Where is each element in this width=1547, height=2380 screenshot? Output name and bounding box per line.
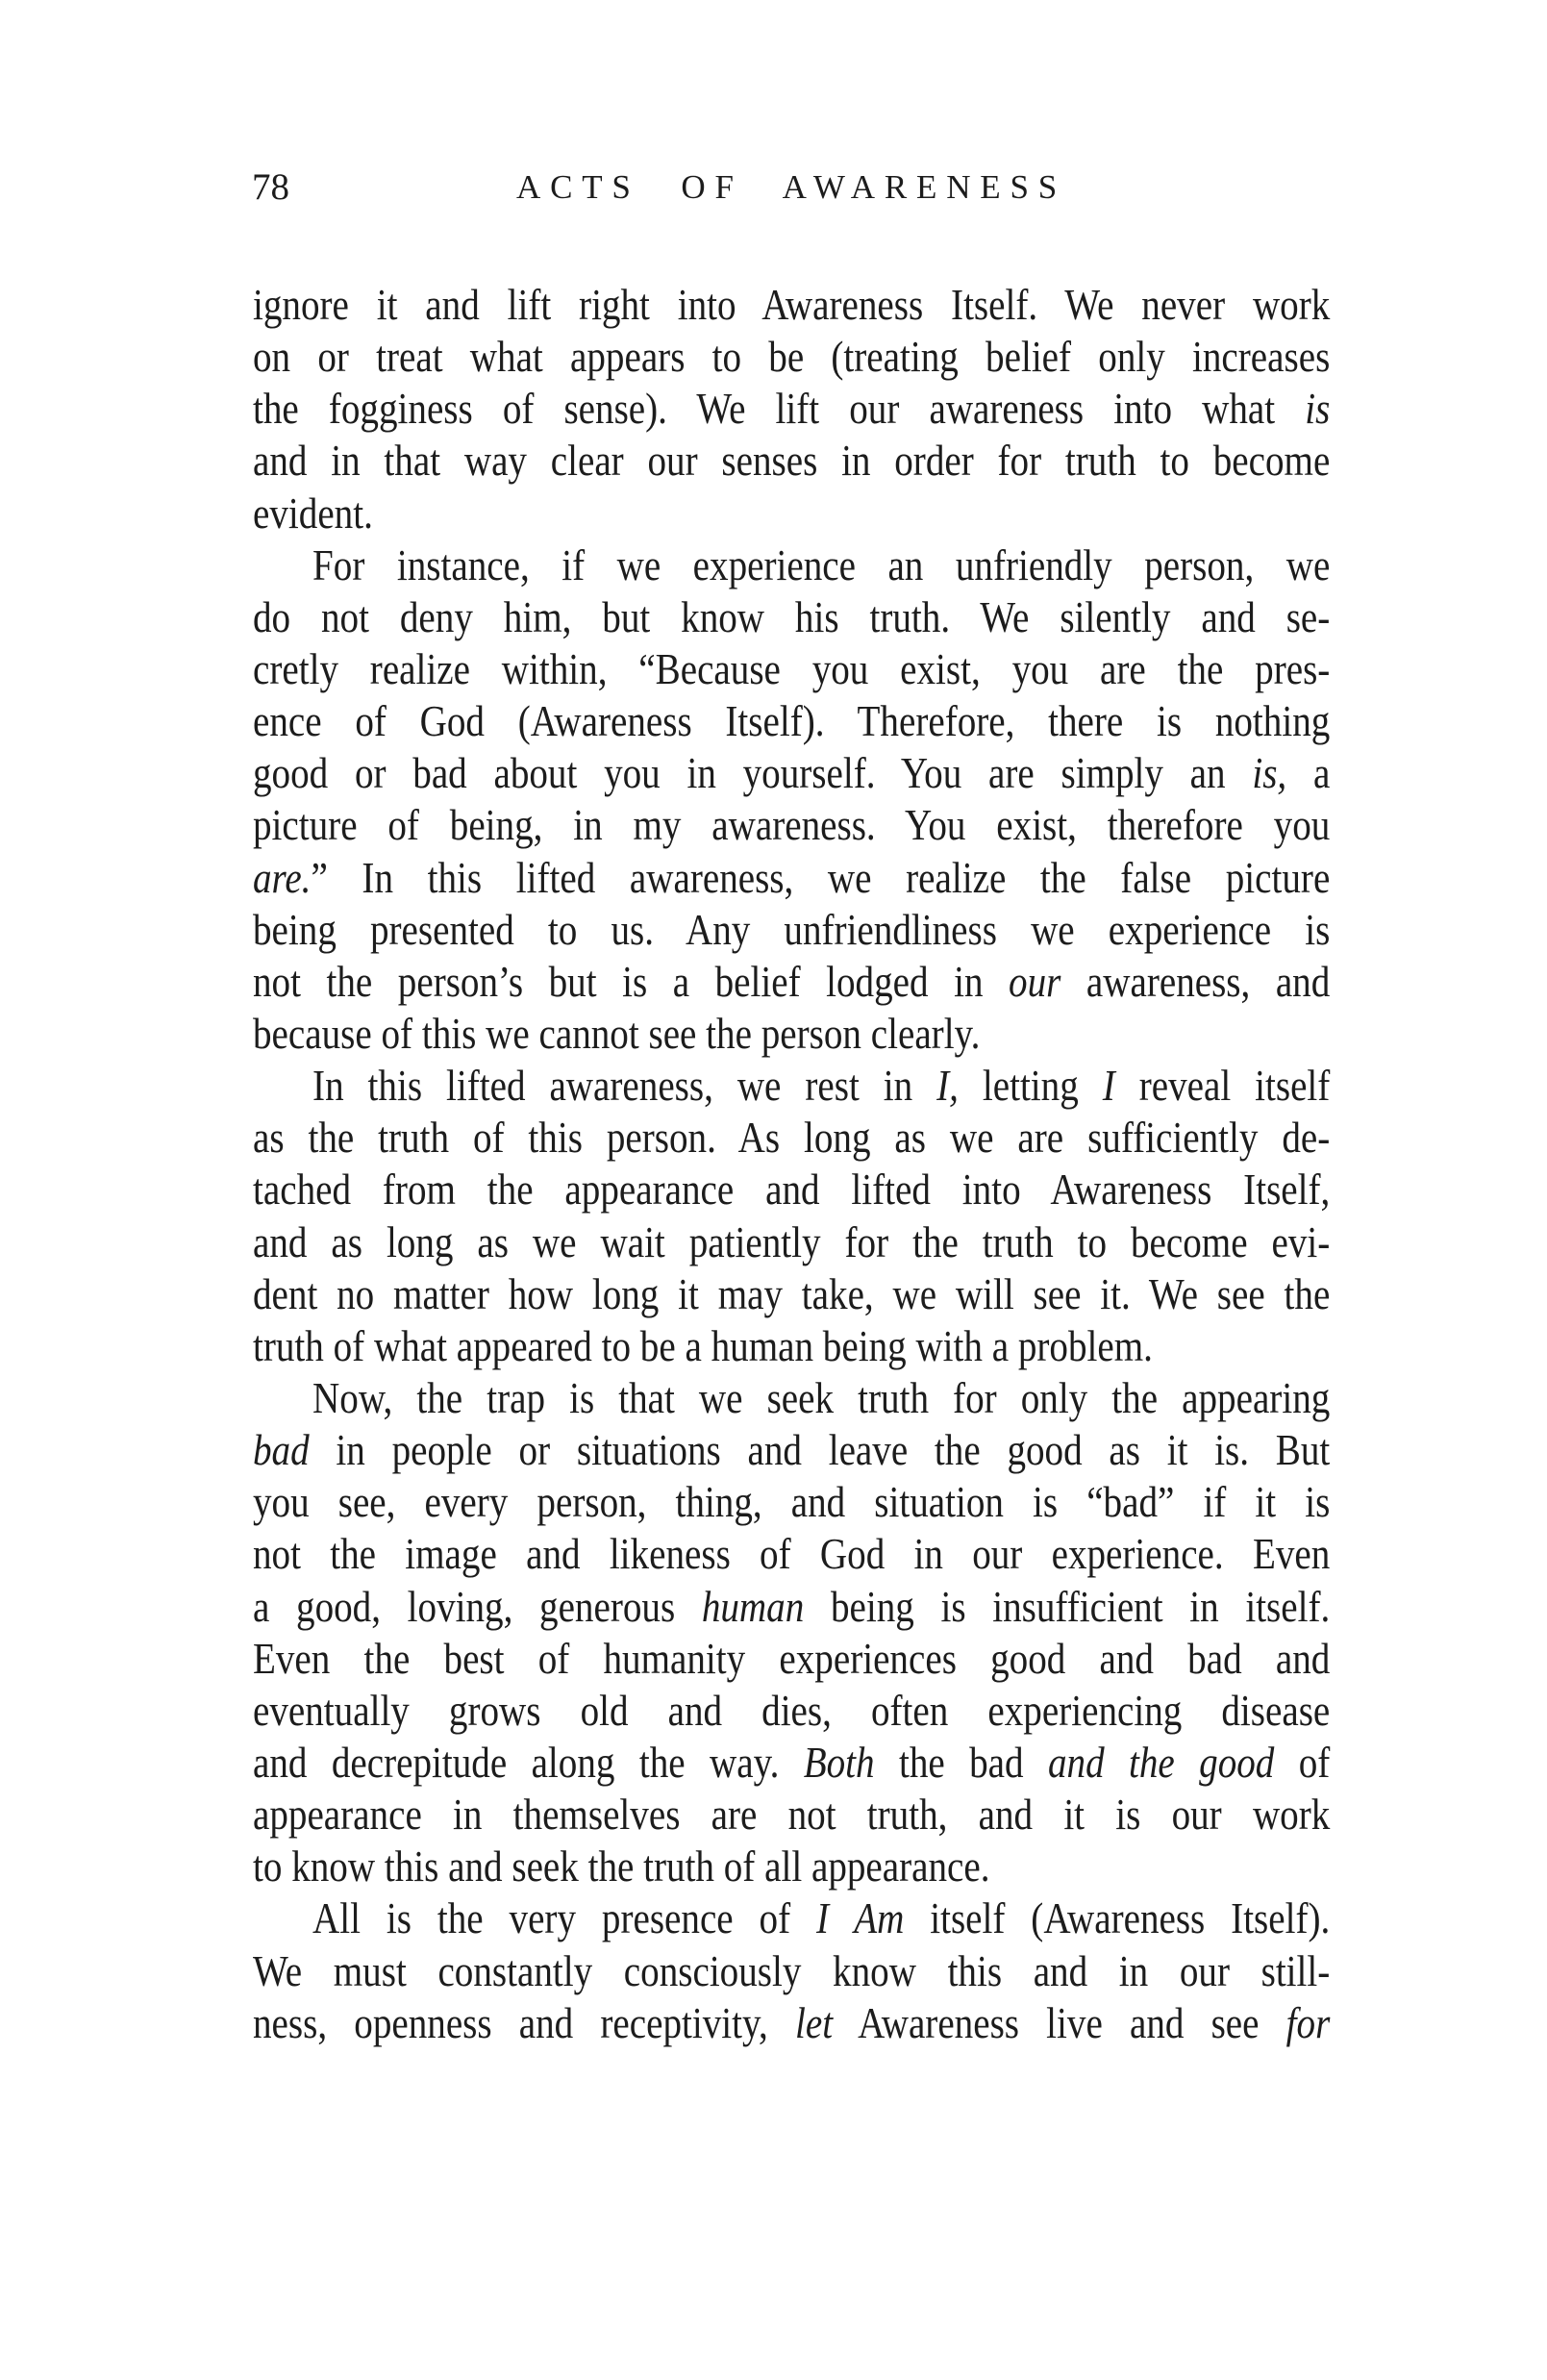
text-run: reveal itself — [1114, 1061, 1331, 1111]
text-run: Now, the trap is that we seek truth for only the appearing — [312, 1372, 1331, 1422]
italic-run: I Am — [816, 1893, 905, 1943]
text-run: truth of what appeared to be a human being with a problem. — [253, 1320, 1153, 1370]
text-line — [253, 1633, 1330, 1685]
text-run: We must constantly consciously know this and in our still- — [253, 1945, 1331, 1995]
text-run: appearance in themselves are not truth, and it is our work — [253, 1790, 1331, 1840]
text-line — [253, 1841, 1330, 1892]
running-head — [0, 163, 1547, 212]
text-line — [253, 591, 1330, 643]
text-line — [253, 1268, 1330, 1320]
text-line — [253, 1945, 1330, 1997]
paragraph — [253, 1892, 1330, 2048]
text-line — [253, 1164, 1330, 1215]
italic-run: bad — [253, 1425, 310, 1475]
text-line — [253, 1372, 1330, 1424]
text-run: because of this we cannot see the person clearly. — [253, 1008, 981, 1058]
text-line — [253, 1320, 1330, 1372]
text-line — [253, 279, 1330, 331]
text-line — [253, 1528, 1330, 1580]
italic-run: and the good — [1047, 1737, 1275, 1787]
text-run: do not deny him, but know his truth. We silently and se- — [253, 591, 1331, 641]
text-line — [253, 435, 1330, 487]
text-run: picture of being, in my awareness. You exist, therefore you — [253, 800, 1331, 850]
text-run: you see, every person, thing, and situation is “bad” if it is — [253, 1477, 1331, 1527]
text-run: dent no matter how long it may take, we will see it. We see the — [253, 1268, 1331, 1318]
text-run: itself (Awareness Itself). — [904, 1893, 1331, 1943]
text-line — [253, 1476, 1330, 1528]
text-run: Awareness live and see — [833, 1997, 1286, 2047]
italic-run: our — [1009, 956, 1061, 1006]
text-run: of — [1274, 1737, 1331, 1787]
text-run: not the image and likeness of God in our experience. Even — [253, 1529, 1331, 1579]
text-run: ” In this lifted awareness, we realize the false picture — [311, 852, 1331, 902]
text-run: ence of God (Awareness Itself). Therefore, there is nothing — [253, 696, 1331, 746]
text-run: awareness, and — [1060, 956, 1331, 1006]
text-run: not the person’s but is a belief lodged in — [253, 956, 1010, 1006]
text-line — [253, 331, 1330, 383]
running-head-title: ACTS OF AWARENESS — [516, 168, 1066, 206]
paragraph — [253, 279, 1330, 539]
text-line — [253, 1581, 1330, 1633]
text-run: being is insufficient in itself. — [804, 1581, 1331, 1631]
text-run: being presented to us. Any unfriendliness we experience is — [253, 904, 1331, 954]
text-run: the bad — [874, 1737, 1048, 1787]
text-line — [253, 956, 1330, 1008]
text-line — [253, 383, 1330, 435]
text-run: a good, loving, generous — [253, 1581, 702, 1631]
text-line — [253, 747, 1330, 799]
text-line — [253, 1008, 1330, 1060]
text-line — [253, 1424, 1330, 1476]
text-line — [253, 904, 1330, 956]
text-line — [253, 1112, 1330, 1164]
text-line — [253, 1997, 1330, 2049]
text-run: and in that way clear our senses in order for truth to become — [253, 436, 1331, 486]
text-run: eventually grows old and dies, often experiencing disease — [253, 1685, 1331, 1735]
text-line — [253, 1060, 1330, 1112]
text-line — [253, 799, 1330, 851]
italic-run: for — [1285, 1997, 1331, 2047]
italic-run: is, — [1252, 748, 1287, 798]
text-run: and as long as we wait patiently for the truth to become evi- — [253, 1216, 1331, 1266]
text-run: good or bad about you in yourself. You are simply an — [253, 748, 1253, 798]
text-line — [253, 539, 1330, 591]
italic-run: I — [1102, 1061, 1115, 1111]
text-run: a — [1286, 748, 1331, 798]
text-run: tached from the appearance and lifted into Awareness Itself, — [253, 1165, 1331, 1215]
text-line — [253, 1216, 1330, 1268]
text-run: as the truth of this person. As long as we are sufficiently de- — [253, 1113, 1331, 1163]
paragraph — [253, 1372, 1330, 1892]
text-run: ness, openness and receptivity, — [253, 1997, 795, 2047]
text-line — [253, 852, 1330, 904]
paragraph — [253, 1060, 1330, 1372]
page-number: 78 — [252, 166, 289, 208]
body-lines — [253, 279, 1330, 2049]
italic-run: let — [794, 1997, 834, 2047]
italic-run: Both — [803, 1737, 875, 1787]
text-run: to know this and seek the truth of all appearance. — [253, 1841, 990, 1891]
text-run: letting — [958, 1061, 1103, 1111]
text-run: All is the very presence of — [312, 1893, 817, 1943]
text-line — [253, 643, 1330, 695]
italic-run: is — [1305, 384, 1331, 434]
text-line — [253, 1892, 1330, 1944]
text-run: Even the best of humanity experiences good and bad and — [253, 1633, 1331, 1683]
text-run: evident. — [253, 488, 373, 538]
text-run: In this lifted awareness, we rest in — [312, 1061, 937, 1111]
text-line — [253, 1789, 1330, 1841]
text-run: For instance, if we experience an unfriendly person, we — [312, 539, 1331, 589]
text-line — [253, 488, 1330, 539]
italic-run: human — [701, 1581, 805, 1631]
text-run: in people or situations and leave the good as it is. But — [309, 1425, 1331, 1475]
text-line — [253, 1685, 1330, 1737]
text-run: the fogginess of sense). We lift our awareness into what — [253, 384, 1306, 434]
paragraph — [253, 539, 1330, 1060]
text-run: on or treat what appears to be (treating belief only increases — [253, 332, 1331, 382]
text-run: ignore it and lift right into Awareness Itself. We never work — [253, 280, 1331, 329]
text-run: cretly realize within, “Because you exist, you are the pres- — [253, 643, 1331, 693]
italic-run: are. — [253, 852, 312, 902]
text-line — [253, 695, 1330, 747]
body-text — [253, 279, 1330, 2049]
text-run: and decrepitude along the way. — [253, 1737, 804, 1787]
text-line — [253, 1737, 1330, 1789]
italic-run: I, — [936, 1061, 959, 1111]
